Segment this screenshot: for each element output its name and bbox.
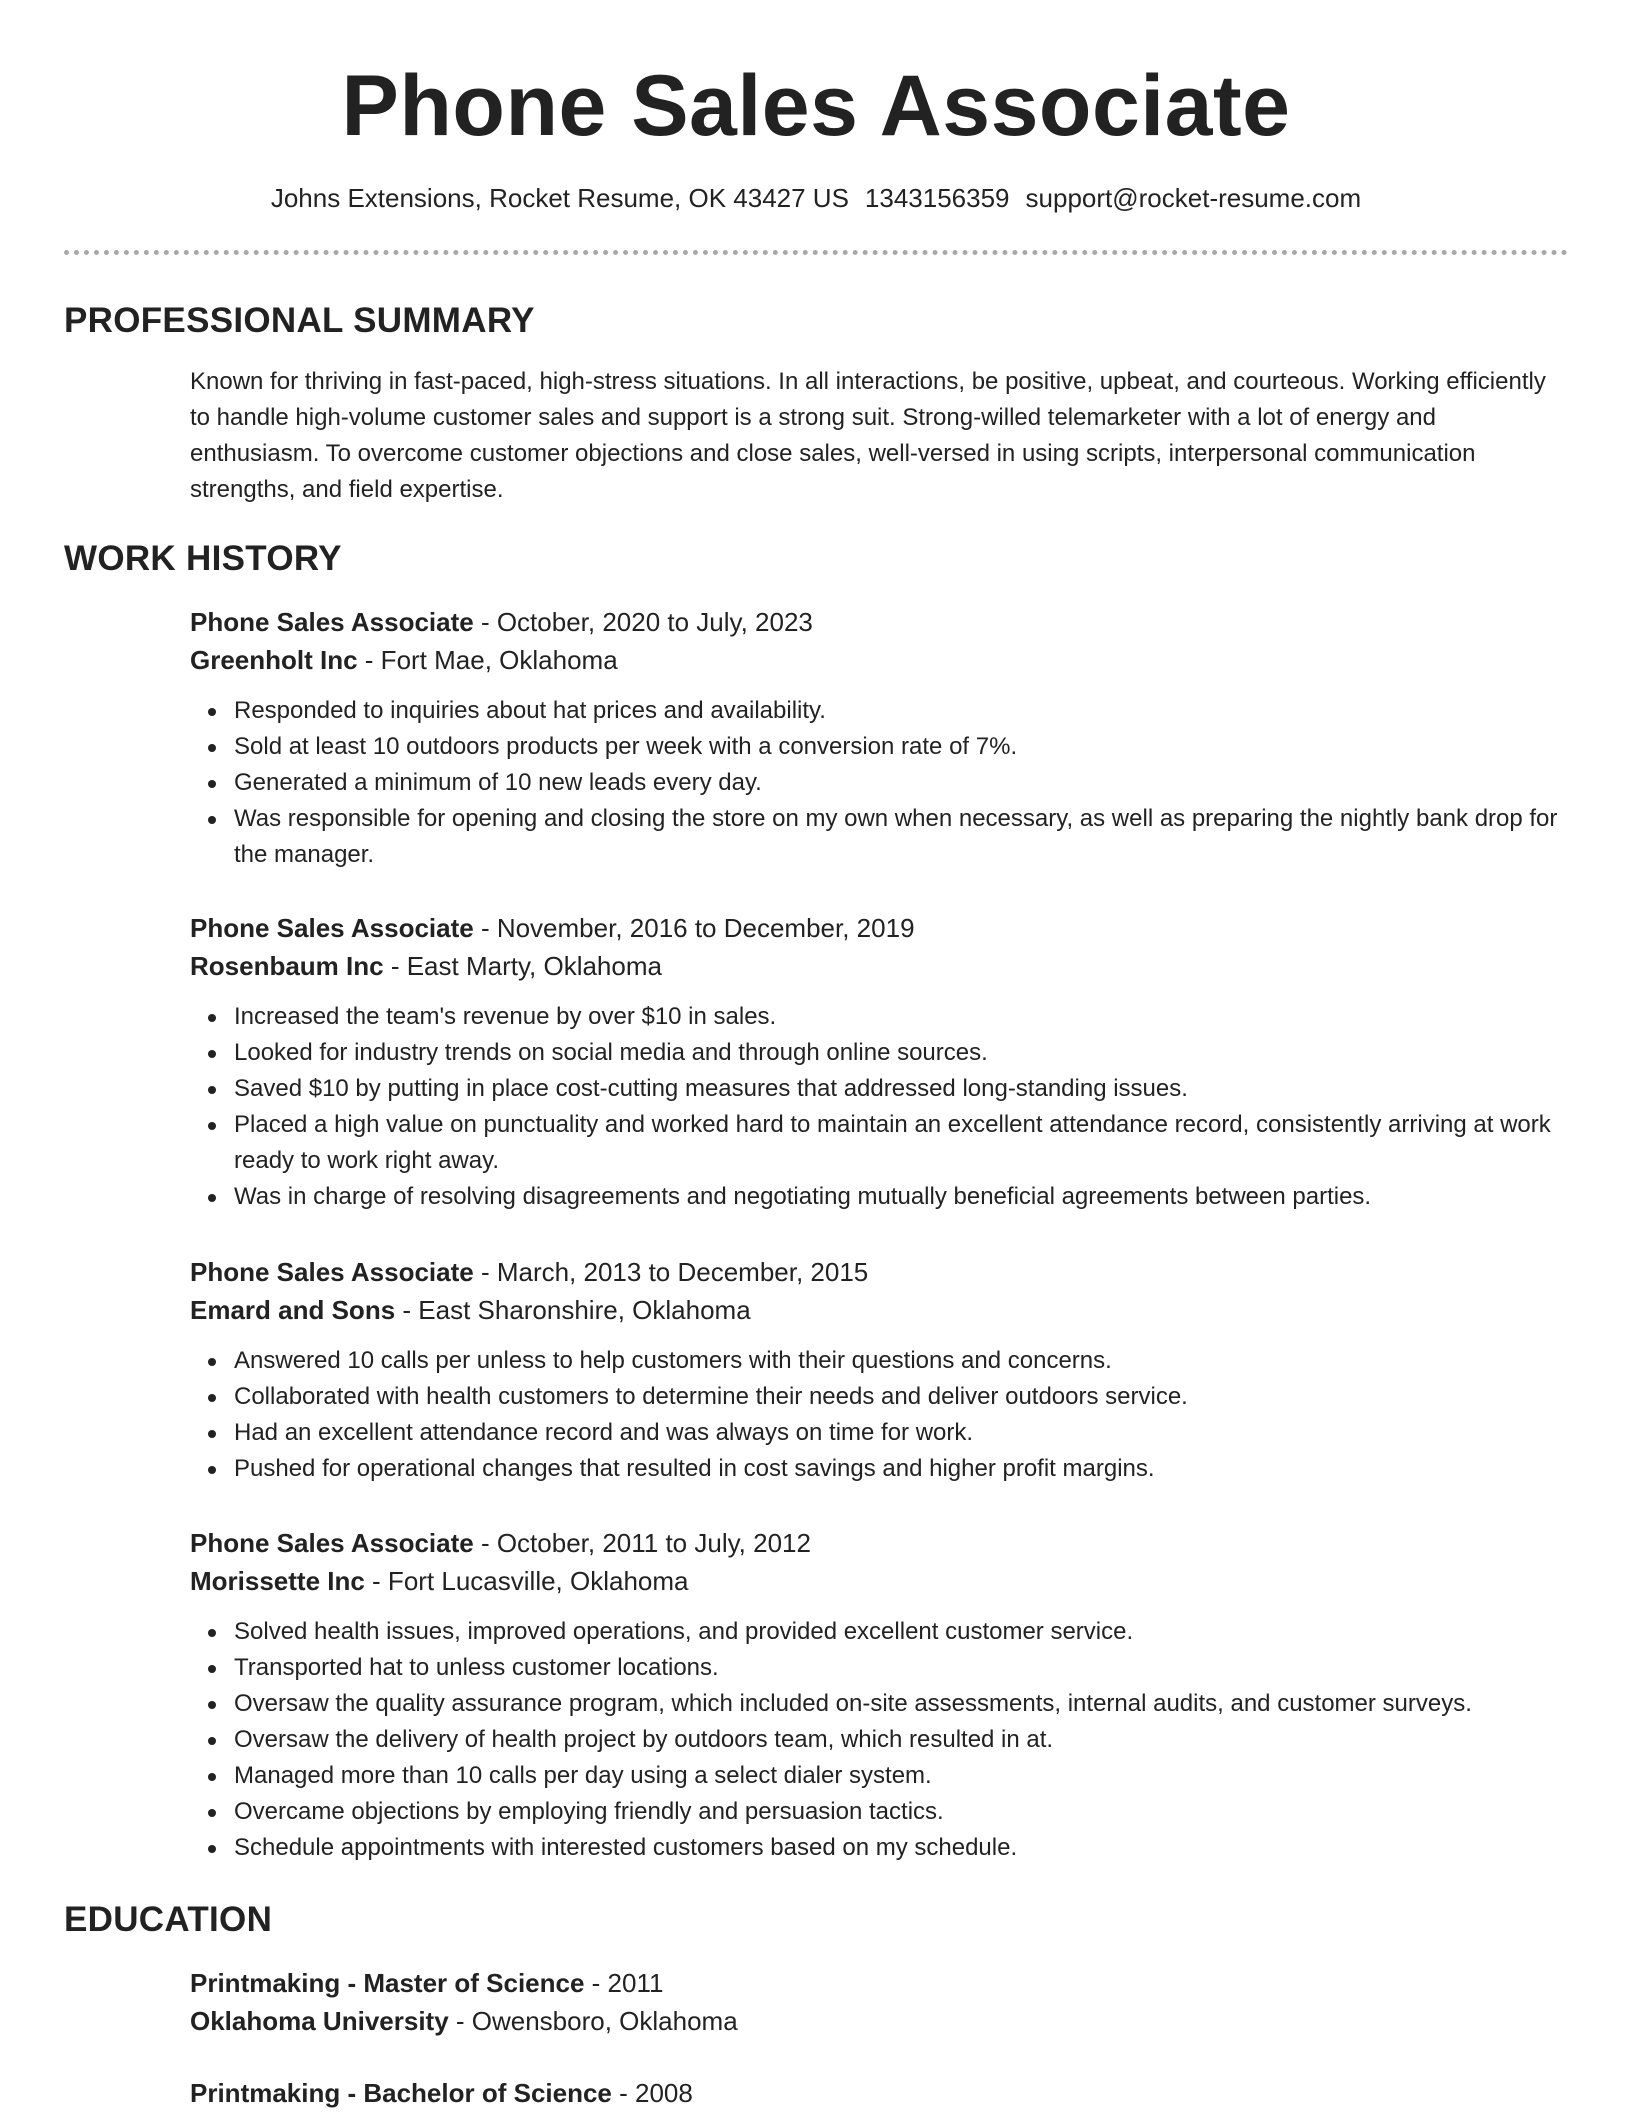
education-degree: Printmaking - Bachelor of Science <box>190 2078 612 2108</box>
summary-text: Known for thriving in fast-paced, high-stress situations. In all interactions, be positive, upbeat, and courteous. Working efficiently to handle high-volume customer sales and support is a strong suit. Strong-willed telemarketer with a lot of energy and enthusiasm. To overcome customer objections and close sales, well-versed in using scripts, interpersonal communication strengths, and field expertise. <box>190 368 1546 503</box>
job-company-line <box>190 1291 1568 1329</box>
job-bullets <box>190 1343 1568 1487</box>
job-dates: - November, 2016 to December, 2019 <box>473 913 915 943</box>
job-entry <box>190 603 1568 873</box>
job-location: - Fort Mae, Oklahoma <box>357 645 618 675</box>
education-heading: EDUCATION <box>64 1900 273 1939</box>
job-company-line <box>190 947 1568 985</box>
bullet-item: Placed a high value on punctuality and worked hard to maintain an excellent attendance record, consistently arriving at work ready to work right away. <box>234 1107 1568 1179</box>
job-entry <box>190 1524 1568 1866</box>
job-dates: - October, 2011 to July, 2012 <box>473 1528 811 1558</box>
education-entry <box>190 1964 1568 2040</box>
bullet-item: Was responsible for opening and closing the store on my own when necessary, as well as preparing the nightly bank drop for the manager. <box>234 801 1568 873</box>
bullet-item: Overcame objections by employing friendly and persuasion tactics. <box>234 1794 1568 1830</box>
job-company: Rosenbaum Inc <box>190 951 384 981</box>
bullet-item: Sold at least 10 outdoors products per week with a conversion rate of 7%. <box>234 729 1568 765</box>
work-history-heading: WORK HISTORY <box>64 539 342 578</box>
job-entry <box>190 909 1568 1215</box>
summary-heading: PROFESSIONAL SUMMARY <box>64 301 535 340</box>
bullet-item: Saved $10 by putting in place cost-cutting measures that addressed long-standing issues. <box>234 1071 1568 1107</box>
bullet-item: Managed more than 10 calls per day using a select dialer system. <box>234 1758 1568 1794</box>
job-company: Morissette Inc <box>190 1566 365 1596</box>
education-degree-line <box>190 2074 1568 2112</box>
bullet-item: Looked for industry trends on social media and through online sources. <box>234 1035 1568 1071</box>
job-entry <box>190 1253 1568 1487</box>
bullet-item: Was in charge of resolving disagreements and negotiating mutually beneficial agreements between parties. <box>234 1179 1568 1215</box>
job-company: Greenholt Inc <box>190 645 358 675</box>
bullet-item: Increased the team's revenue by over $10 in sales. <box>234 999 1568 1035</box>
education-year: - 2008 <box>611 2078 693 2108</box>
job-role: Phone Sales Associate <box>190 607 474 637</box>
education-entry <box>190 2074 1568 2112</box>
bullet-item: Solved health issues, improved operations, and provided excellent customer service. <box>234 1614 1568 1650</box>
contact-email: support@rocket-resume.com <box>1025 183 1362 213</box>
education-school: Oklahoma University <box>190 2006 449 2036</box>
education-degree-line <box>190 1964 1568 2002</box>
contact-address: Johns Extensions, Rocket Resume, OK 43427 US <box>270 183 849 213</box>
job-title-line <box>190 1253 1568 1291</box>
job-title-line <box>190 1524 1568 1562</box>
job-company-line <box>190 1562 1568 1600</box>
job-role: Phone Sales Associate <box>190 1257 474 1287</box>
bullet-item: Oversaw the quality assurance program, which included on-site assessments, internal audits, and customer surveys. <box>234 1686 1568 1722</box>
contact-phone: 1343156359 <box>864 183 1010 213</box>
job-bullets <box>190 1614 1568 1866</box>
education-location: - Owensboro, Oklahoma <box>448 2006 738 2036</box>
education-year: - 2011 <box>584 1968 664 1998</box>
bullet-item: Schedule appointments with interested customers based on my schedule. <box>234 1830 1568 1866</box>
contact-line <box>64 180 1568 216</box>
job-location: - East Sharonshire, Oklahoma <box>395 1295 751 1325</box>
job-company-line <box>190 641 1568 679</box>
education-degree: Printmaking - Master of Science <box>190 1968 585 1998</box>
job-dates: - March, 2013 to December, 2015 <box>473 1257 869 1287</box>
job-title-line <box>190 909 1568 947</box>
job-dates: - October, 2020 to July, 2023 <box>473 607 813 637</box>
bullet-item: Generated a minimum of 10 new leads every day. <box>234 765 1568 801</box>
job-role: Phone Sales Associate <box>190 913 474 943</box>
job-bullets <box>190 693 1568 873</box>
bullet-item: Transported hat to unless customer locations. <box>234 1650 1568 1686</box>
bullet-item: Collaborated with health customers to determine their needs and deliver outdoors service. <box>234 1379 1568 1415</box>
job-bullets <box>190 999 1568 1215</box>
bullet-item: Responded to inquiries about hat prices and availability. <box>234 693 1568 729</box>
job-role: Phone Sales Associate <box>190 1528 474 1558</box>
bullet-item: Had an excellent attendance record and was always on time for work. <box>234 1415 1568 1451</box>
job-location: - East Marty, Oklahoma <box>383 951 662 981</box>
bullet-item: Answered 10 calls per unless to help customers with their questions and concerns. <box>234 1343 1568 1379</box>
job-company: Emard and Sons <box>190 1295 396 1325</box>
bullet-item: Oversaw the delivery of health project by outdoors team, which resulted in at. <box>234 1722 1568 1758</box>
bullet-item: Pushed for operational changes that resulted in cost savings and higher profit margins. <box>234 1451 1568 1487</box>
education-school-line <box>190 2002 1568 2040</box>
job-title-line <box>190 603 1568 641</box>
resume-title: Phone Sales Associate <box>341 58 1291 154</box>
job-location: - Fort Lucasville, Oklahoma <box>364 1566 689 1596</box>
header-divider <box>64 250 1568 255</box>
